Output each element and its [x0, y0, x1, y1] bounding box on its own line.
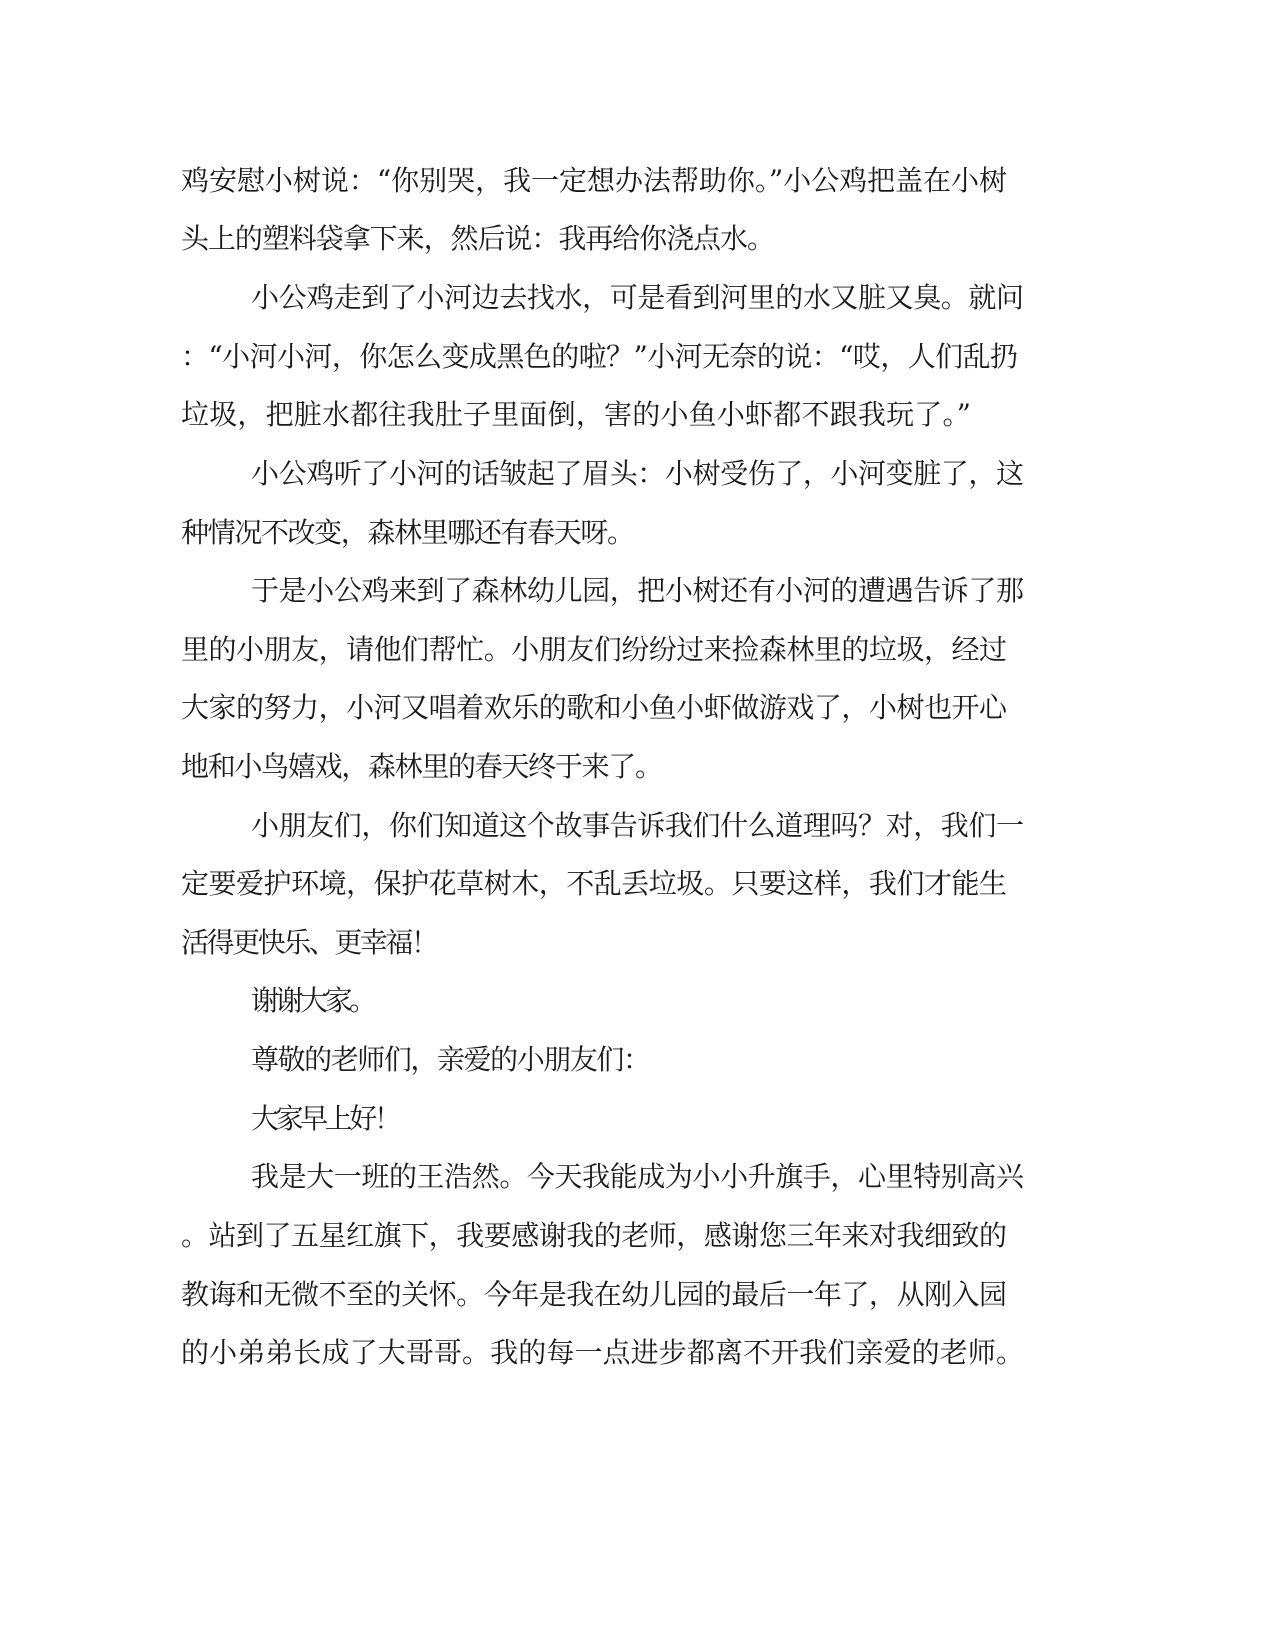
text-line	[0, 571, 1275, 611]
text-line	[0, 513, 1275, 553]
text-line	[0, 630, 1275, 670]
text-line	[0, 1333, 1275, 1373]
line-text: 我是大一班的王浩然。今天我能成为小小升旗手，心里特别高兴	[251, 1160, 1024, 1193]
text-line	[0, 1040, 1275, 1080]
text-line	[0, 806, 1275, 846]
line-text: 于是小公鸡来到了森林幼儿园，把小树还有小河的遭遇告诉了那	[251, 574, 1024, 607]
text-line	[0, 161, 1275, 201]
line-text: 小朋友们，你们知道这个故事告诉我们什么道理吗？对，我们一	[251, 809, 1024, 842]
text-line	[0, 923, 1275, 963]
text-line	[0, 337, 1275, 377]
line-text: 小公鸡听了小河的话皱起了眉头：小树受伤了，小河变脏了，这	[251, 457, 1024, 490]
line-text: 头上的塑料袋拿下来，然后说：我再给你浇点水。	[181, 222, 774, 255]
text-line	[0, 395, 1275, 435]
text-line	[0, 1099, 1275, 1139]
line-text: 谢谢大家。	[251, 984, 374, 1017]
line-text: 垃圾，把脏水都往我肚子里面倒，害的小鱼小虾都不跟我玩了。”	[181, 398, 972, 431]
text-line	[0, 1157, 1275, 1197]
text-line	[0, 1275, 1275, 1315]
line-text: 小公鸡走到了小河边去找水，可是看到河里的水又脏又臭。就问	[251, 281, 1024, 314]
text-line	[0, 747, 1275, 787]
line-text: 种情况不改变，森林里哪还有春天呀。	[181, 516, 634, 549]
text-line	[0, 688, 1275, 728]
line-text: 定要爱护环境，保护花草树木，不乱丢垃圾。只要这样，我们才能生	[181, 867, 1007, 900]
line-text: 大家早上好！	[251, 1102, 399, 1135]
line-text: 鸡安慰小树说：“你别哭，我一定想办法帮助你。”小公鸡把盖在小树	[181, 164, 1007, 197]
line-text: 。站到了五星红旗下，我要感谢我的老师，感谢您三年来对我细致的	[181, 1219, 1007, 1252]
text-line	[0, 864, 1275, 904]
line-text: 地和小鸟嬉戏，森林里的春天终于来了。	[181, 750, 662, 783]
line-text: 尊敬的老师们，亲爱的小朋友们：	[251, 1043, 650, 1076]
line-text: 活得更快乐、更幸福！	[181, 926, 437, 959]
text-line	[0, 981, 1275, 1021]
line-text: 里的小朋友，请他们帮忙。小朋友们纷纷过来捡森林里的垃圾，经过	[181, 633, 1007, 666]
text-line	[0, 454, 1275, 494]
text-line	[0, 278, 1275, 318]
line-text: ：“小河小河，你怎么变成黑色的啦？”小河无奈的说：“哎，人们乱扔	[181, 340, 1018, 373]
text-line	[0, 219, 1275, 259]
line-text: 教诲和无微不至的关怀。今年是我在幼儿园的最后一年了，从刚入园	[181, 1278, 1007, 1311]
line-text: 大家的努力，小河又唱着欢乐的歌和小鱼小虾做游戏了，小树也开心	[181, 691, 1007, 724]
text-line	[0, 1216, 1275, 1256]
line-text: 的小弟弟长成了大哥哥。我的每一点进步都离不开我们亲爱的老师。	[181, 1336, 1025, 1369]
